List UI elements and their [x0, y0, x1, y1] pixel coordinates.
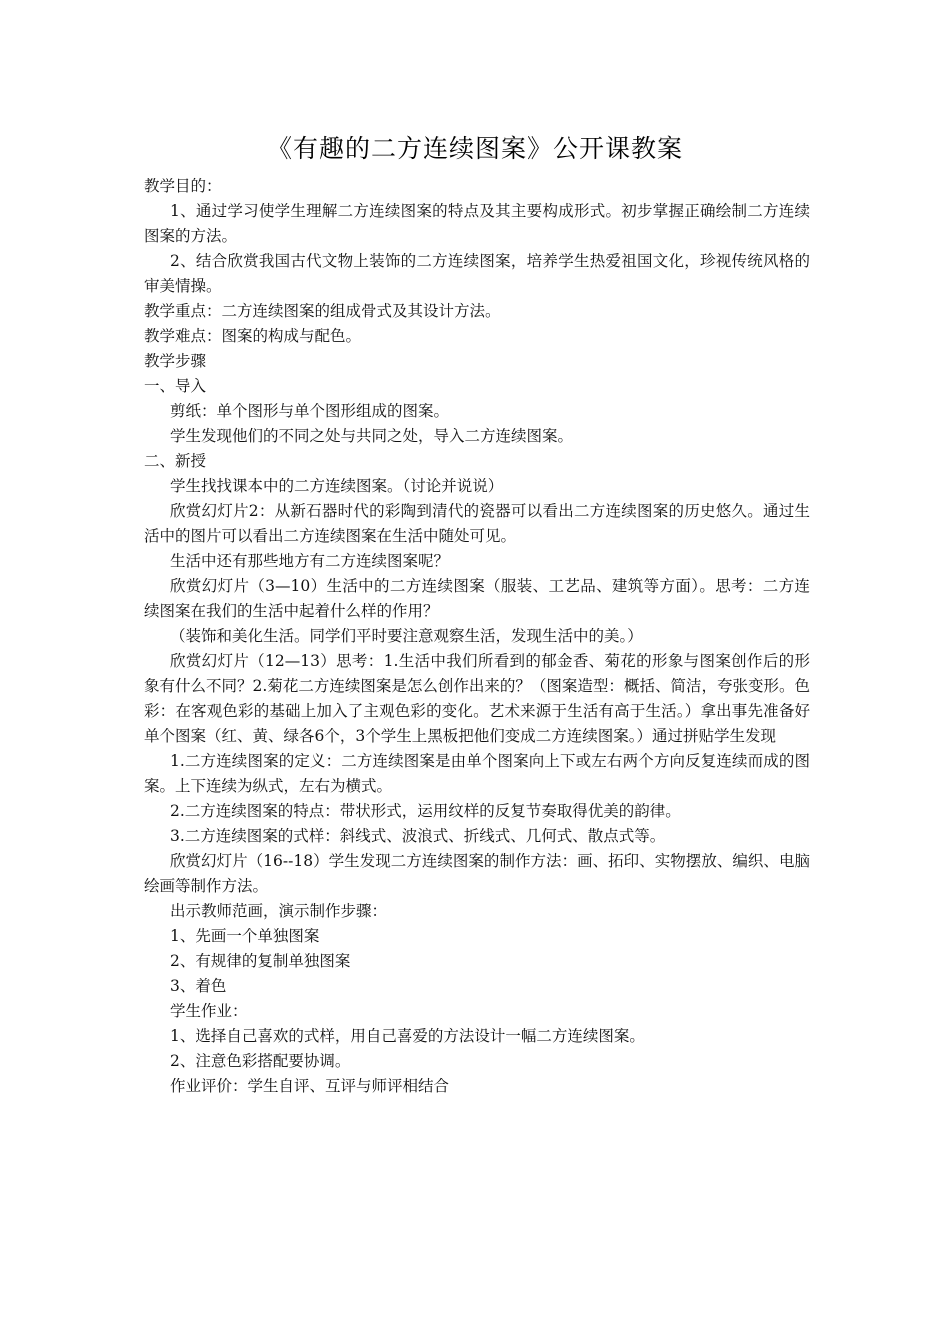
- teaching-difficulties: 教学难点：图案的构成与配色。: [144, 327, 362, 345]
- paragraph: 欣赏幻灯片2：从新石器时代的彩陶到清代的瓷器可以看出二方连续图案的历史悠久。通过生活中的图片可以看出二方连续图案在生活中随处可见。: [144, 502, 810, 545]
- step-3: 3、着色: [170, 977, 227, 995]
- heading-student-assignment: 学生作业：: [170, 1002, 248, 1020]
- paragraph: 学生发现他们的不同之处与共同之处，导入二方连续图案。: [170, 427, 574, 445]
- heading-teaching-steps: 教学步骤: [144, 352, 207, 370]
- paragraph: （装饰和美化生活。同学们平时要注意观察生活，发现生活中的美。）: [170, 627, 643, 645]
- paragraph: 欣赏幻灯片（16--18）学生发现二方连续图案的制作方法：画、拓印、实物摆放、编织、电脑绘画等制作方法。: [144, 852, 810, 895]
- assignment-evaluation: 作业评价：学生自评、互评与师评相结合: [170, 1077, 450, 1095]
- styles: 3.二方连续图案的式样：斜线式、波浪式、折线式、几何式、散点式等。: [170, 827, 666, 845]
- paragraph: 学生找找课本中的二方连续图案。（讨论并说说）: [170, 477, 504, 495]
- document-title: 《有趣的二方连续图案》公开课教案: [266, 134, 683, 163]
- objective-2: 2、结合欣赏我国古代文物上装饰的二方连续图案，培养学生热爱祖国文化，珍视传统风格的审美情操。: [144, 252, 810, 295]
- characteristics: 2.二方连续图案的特点：带状形式，运用纹样的反复节奏取得优美的韵律。: [170, 802, 681, 820]
- paragraph: 欣赏幻灯片（12—13）思考：1.生活中我们所看到的郁金香、菊花的形象与图案创作后的形象有什么不同？2.菊花二方连续图案是怎么创作出来的？（图案造型：概括、简洁，夸张变形。色彩：在客观色彩的基础上加入了主观色彩的变化。艺术来源于生活有高于生活。）拿出事先准备好单个图案（红、黄、绿各6个，3个学生上黑板把他们变成二方连续图案。）通过拼贴学生发现: [144, 652, 810, 745]
- section-new-lesson: 二、新授: [144, 452, 207, 470]
- teaching-key-points: 教学重点：二方连续图案的组成骨式及其设计方法。: [144, 302, 501, 320]
- heading-teaching-objectives: 教学目的：: [144, 177, 222, 195]
- paragraph: 欣赏幻灯片（3—10）生活中的二方连续图案（服装、工艺品、建筑等方面）。思考：二方连续图案在我们的生活中起着什么样的作用？: [144, 577, 810, 620]
- paragraph: 剪纸：单个图形与单个图形组成的图案。: [170, 402, 450, 420]
- paragraph: 出示教师范画，演示制作步骤：: [170, 902, 388, 920]
- assignment-1: 1、选择自己喜欢的式样，用自己喜爱的方法设计一幅二方连续图案。: [170, 1027, 645, 1045]
- step-1: 1、先画一个单独图案: [170, 927, 320, 945]
- definition: 1.二方连续图案的定义：二方连续图案是由单个图案向上下或左右两个方向反复连续而成的图案。上下连续为纵式，左右为横式。: [144, 752, 810, 795]
- step-2: 2、有规律的复制单独图案: [170, 952, 351, 970]
- section-introduction: 一、导入: [144, 377, 207, 395]
- objective-1: 1、通过学习使学生理解二方连续图案的特点及其主要构成形式。初步掌握正确绘制二方连续图案的方法。: [144, 202, 810, 245]
- assignment-2: 2、注意色彩搭配要协调。: [170, 1052, 351, 1070]
- paragraph: 生活中还有那些地方有二方连续图案呢？: [170, 552, 450, 570]
- document-body: [144, 174, 810, 1099]
